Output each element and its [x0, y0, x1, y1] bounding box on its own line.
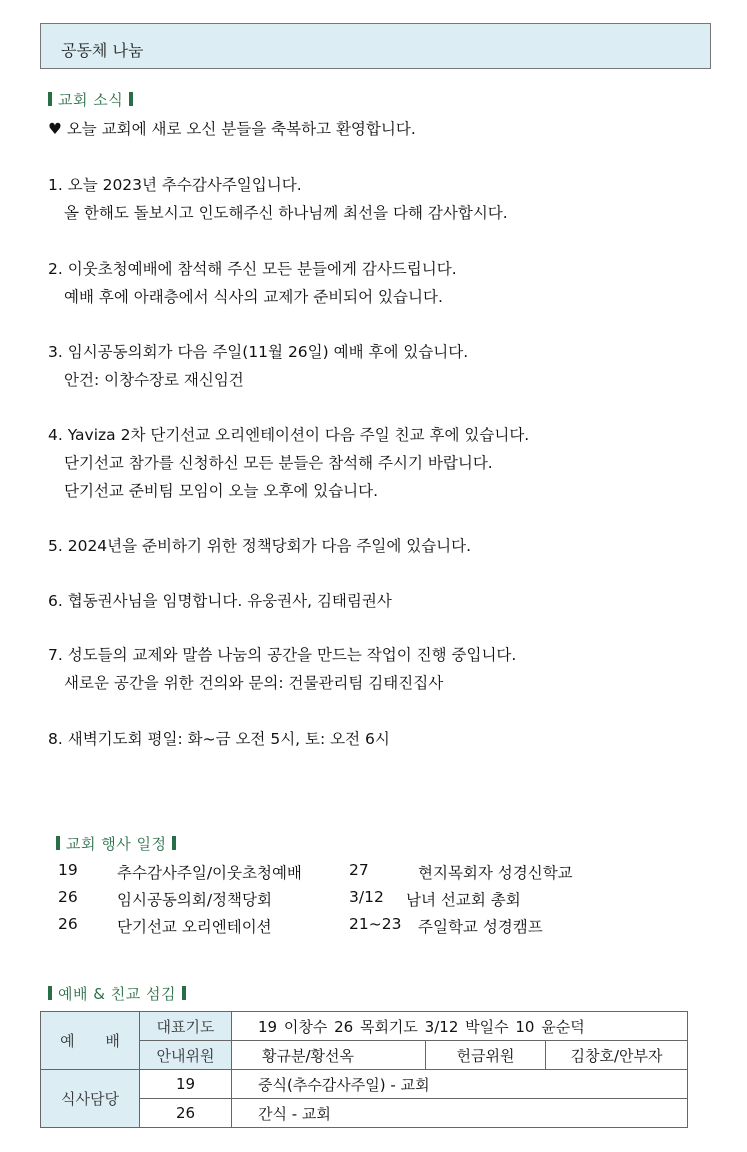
meal-date: 26 — [140, 1099, 232, 1128]
news-item-4-detail-2: 단기선교 준비팀 모임이 오늘 오후에 있습니다. — [64, 482, 379, 500]
news-item-4-detail: 단기선교 참가를 신청하신 모든 분들은 참석해 주시기 바랍니다. — [64, 454, 493, 472]
page-header — [40, 23, 711, 69]
schedule-event: 현지목회자 성경신학교 — [418, 864, 573, 882]
schedule-date: 26 — [58, 888, 78, 906]
news-item-1: 1. 오늘 2023년 추수감사주일입니다. — [48, 176, 302, 194]
schedule-event: 추수감사주일/이웃초청예배 — [117, 864, 302, 882]
schedule-date: 19 — [58, 861, 78, 879]
news-item-1-detail: 올 한해도 돌보시고 인도해주신 하나님께 최선을 다해 감사합시다. — [64, 204, 508, 222]
news-item-6: 6. 협동권사님을 임명합니다. 유웅권사, 김태림권사 — [48, 592, 392, 610]
title-bar-left — [48, 986, 52, 1000]
offering-value: 김창호/안부자 — [546, 1041, 688, 1070]
news-item-3: 3. 임시공동의회가 다음 주일(11월 26일) 예배 후에 있습니다. — [48, 343, 469, 361]
schedule-event: 남녀 선교회 총회 — [406, 891, 521, 909]
schedule-date: 26 — [58, 915, 78, 933]
title-bar-right — [172, 836, 176, 850]
title-bar-left — [56, 836, 60, 850]
worship-label: 예 배 — [41, 1012, 140, 1070]
news-item-8: 8. 새벽기도회 평일: 화~금 오전 5시, 토: 오전 6시 — [48, 730, 390, 748]
news-item-7-detail: 새로운 공간을 위한 건의와 문의: 건물관리팀 김태진집사 — [64, 674, 444, 692]
schedule-date: 3/12 — [349, 888, 384, 906]
duty-title-text: 예배 & 친교 섬김 — [58, 985, 176, 1003]
prayer-value: 19 이창수 26 목회기도 3/12 박일수 10 윤순덕 — [232, 1012, 688, 1041]
title-bar-right — [129, 92, 133, 106]
schedule-event: 단기선교 오리엔테이션 — [117, 918, 272, 936]
page-title: 공동체 나눔 — [61, 41, 144, 60]
schedule-event: 주일학교 성경캠프 — [418, 918, 543, 936]
title-bar-right — [182, 986, 186, 1000]
table-row — [41, 1012, 688, 1041]
news-section-title — [42, 89, 139, 110]
usher-label: 안내위원 — [140, 1041, 232, 1070]
news-title-text: 교회 소식 — [58, 91, 124, 109]
meal-desc: 간식 - 교회 — [232, 1099, 688, 1128]
usher-value: 황규분/황선옥 — [232, 1041, 426, 1070]
table-row — [41, 1070, 688, 1099]
news-item-7: 7. 성도들의 교제와 말씀 나눔의 공간을 만드는 작업이 진행 중입니다. — [48, 646, 517, 664]
prayer-label: 대표기도 — [140, 1012, 232, 1041]
meal-date: 19 — [140, 1070, 232, 1099]
duty-section-title — [42, 983, 192, 1004]
meal-desc: 중식(추수감사주일) - 교회 — [232, 1070, 688, 1099]
schedule-section-title — [50, 833, 182, 854]
welcome-line: ♥ 오늘 교회에 새로 오신 분들을 축복하고 환영합니다. — [48, 120, 416, 138]
news-item-2-detail: 예배 후에 아래층에서 식사의 교제가 준비되어 있습니다. — [64, 288, 443, 306]
schedule-title-text: 교회 행사 일정 — [66, 835, 167, 853]
news-item-4: 4. Yaviza 2차 단기선교 오리엔테이션이 다음 주일 친교 후에 있습니다. — [48, 426, 530, 444]
news-item-5: 5. 2024년을 준비하기 위한 정책당회가 다음 주일에 있습니다. — [48, 537, 472, 555]
schedule-date: 21~23 — [349, 915, 402, 933]
news-item-2: 2. 이웃초청예배에 참석해 주신 모든 분들에게 감사드립니다. — [48, 260, 457, 278]
news-item-3-detail: 안건: 이창수장로 재신임건 — [64, 371, 244, 389]
schedule-event: 임시공동의회/정책당회 — [117, 891, 272, 909]
schedule-date: 27 — [349, 861, 369, 879]
offering-label: 헌금위원 — [426, 1041, 546, 1070]
meal-label: 식사담당 — [41, 1070, 140, 1128]
duty-table — [40, 1011, 688, 1128]
title-bar-left — [48, 92, 52, 106]
